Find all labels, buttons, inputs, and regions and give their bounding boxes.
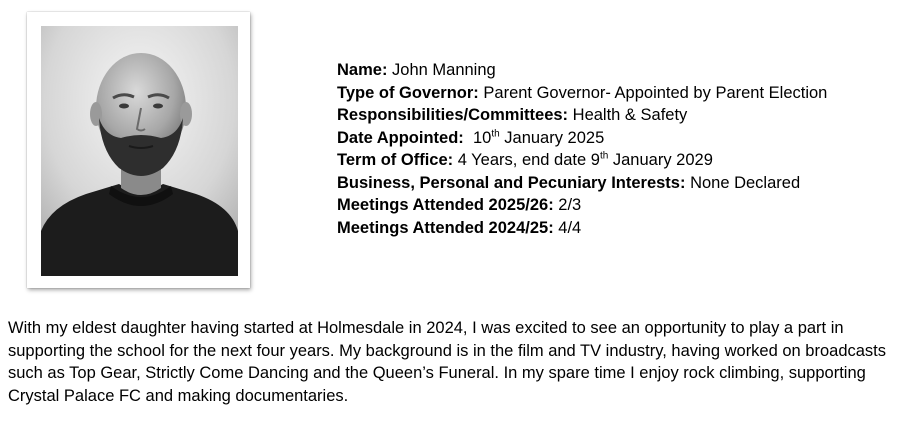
responsibilities-value: Health & Safety bbox=[572, 106, 688, 124]
meetings-2024-row bbox=[337, 217, 897, 240]
governor-type-value: Parent Governor- Appointed by Parent Election bbox=[483, 83, 828, 102]
governor-details bbox=[337, 59, 897, 239]
meetings-2024-label: Meetings Attended 2024/25: bbox=[337, 218, 554, 237]
responsibilities-row bbox=[337, 104, 897, 127]
date-appointed-day: 10 bbox=[472, 128, 492, 147]
date-appointed-row bbox=[337, 127, 897, 150]
meetings-2025-value: 2/3 bbox=[558, 196, 582, 214]
biography-text: With my eldest daughter having started at Holmesdale in 2024, I was excited to see an opportunity to play a part in supporting the school for the next four years. My background is in the film and TV industry, having worked on broadcasts such as Top Gear, Strictly Come Dancing and the Queen’s Funeral. In my spare time I enjoy rock climbing, supporting Crystal Palace FC and making documentaries. bbox=[8, 319, 887, 405]
meetings-2025-label: Meetings Attended 2025/26: bbox=[337, 196, 554, 214]
term-of-office-rest: January 2029 bbox=[612, 151, 713, 169]
meetings-2024-value: 4/4 bbox=[558, 218, 582, 237]
meetings-2025-row bbox=[337, 194, 897, 217]
date-appointed-rest: January 2025 bbox=[504, 128, 605, 147]
term-of-office-suffix: th bbox=[599, 150, 609, 162]
interests-row bbox=[337, 172, 897, 195]
interests-label: Business, Personal and Pecuniary Interests: bbox=[337, 173, 686, 192]
name-label: Name: bbox=[337, 61, 388, 79]
term-of-office-pre: 4 Years, end date 9 bbox=[457, 151, 600, 169]
interests-value: None Declared bbox=[690, 173, 801, 192]
responsibilities-label: Responsibilities/Committees: bbox=[337, 106, 569, 124]
term-of-office-label: Term of Office: bbox=[337, 151, 454, 169]
portrait-frame bbox=[27, 12, 250, 288]
name-row bbox=[337, 59, 897, 82]
portrait-photo bbox=[41, 26, 238, 276]
date-appointed-suffix: th bbox=[491, 128, 500, 139]
governor-type-label: Type of Governor: bbox=[337, 83, 479, 102]
date-appointed-label: Date Appointed: bbox=[337, 128, 464, 147]
term-of-office-row bbox=[337, 149, 897, 172]
governor-type-row bbox=[337, 82, 897, 105]
name-value: John Manning bbox=[392, 61, 496, 79]
biography bbox=[8, 317, 893, 407]
